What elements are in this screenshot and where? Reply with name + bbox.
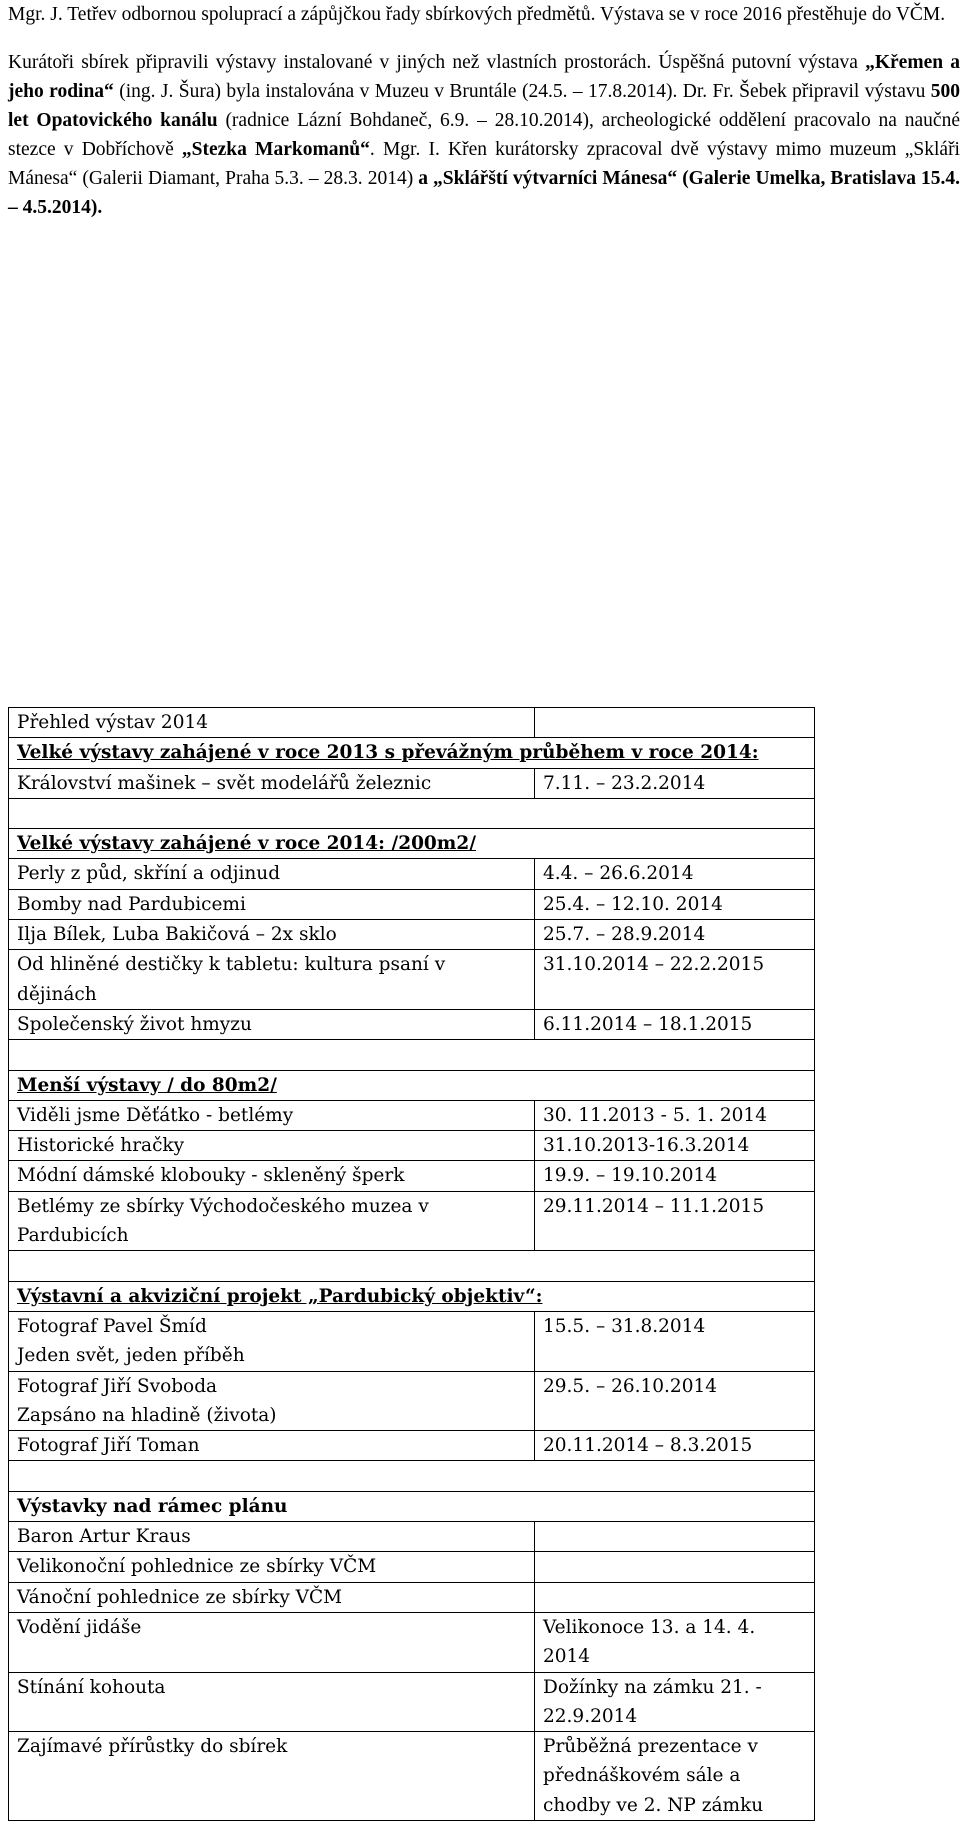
section-heading-text: Velké výstavy zahájené v roce 2014: /200m2/ bbox=[17, 833, 477, 855]
exhibition-sklarsti-vytvarnici: a „Sklářští výtvarníci Mánesa“ (Galerie Umelka, Bratislava 15.4. – 4.5.2014). bbox=[8, 168, 960, 218]
table-row bbox=[9, 1191, 815, 1251]
exhibition-date: 19.9. – 19.10.2014 bbox=[535, 1161, 815, 1191]
table-row bbox=[9, 950, 815, 1010]
p2-text-2: (ing. J. Šura) byla instalována v Muzeu v Bruntále (24.5. – 17.8.2014). Dr. Fr. Šebek připravil výstavu bbox=[113, 81, 931, 102]
section-heading-row bbox=[9, 1070, 815, 1100]
table-row bbox=[9, 889, 815, 919]
exhibition-date: 31.10.2013-16.3.2014 bbox=[535, 1131, 815, 1161]
section-heading-text: Velké výstavy zahájené v roce 2013 s převážným průběhem v roce 2014: bbox=[17, 742, 759, 764]
spacer-cell bbox=[9, 1251, 815, 1281]
table-row bbox=[9, 1552, 815, 1582]
exhibition-name-text: Fotograf Jiří Toman bbox=[17, 1435, 200, 1457]
exhibition-name bbox=[9, 859, 535, 889]
exhibition-date: 4.4. – 26.6.2014 bbox=[535, 859, 815, 889]
exhibition-date: 25.4. – 12.10. 2014 bbox=[535, 889, 815, 919]
exhibition-kremen: „Křemen a jeho rodina“ bbox=[8, 52, 960, 102]
table-row bbox=[9, 859, 815, 889]
spacer-row bbox=[9, 798, 815, 828]
p2-text-3: (radnice Lázní Bohdaneč, 6.9. – 28.10.2014), archeologické oddělení pracovalo na naučné stezce v Dobříchově bbox=[8, 110, 960, 160]
exhibition-date bbox=[535, 1552, 815, 1582]
section-heading-text: Výstavní a akviziční projekt „Pardubický objektiv“: bbox=[17, 1285, 543, 1307]
table-row bbox=[9, 1161, 815, 1191]
table-title: Přehled výstav 2014 bbox=[9, 708, 535, 738]
exhibition-name bbox=[9, 1431, 535, 1461]
exhibition-name-text: Betlémy ze sbírky Východočeského muzea v Pardubicích bbox=[17, 1195, 429, 1247]
section-heading-row bbox=[9, 1281, 815, 1311]
exhibition-date: 31.10.2014 – 22.2.2015 bbox=[535, 950, 815, 1010]
exhibition-name bbox=[9, 950, 535, 1010]
exhibition-date: 7.11. – 23.2.2014 bbox=[535, 768, 815, 798]
exhibition-name-text: Perly z půd, skříní a odjinud bbox=[17, 863, 281, 885]
intro-paragraph-2 bbox=[8, 48, 960, 222]
spacer-row bbox=[9, 1461, 815, 1491]
exhibition-name bbox=[9, 889, 535, 919]
exhibition-date: Velikonoce 13. a 14. 4. 2014 bbox=[535, 1612, 815, 1672]
exhibition-name bbox=[9, 768, 535, 798]
exhibition-name-text: Od hliněné destičky k tabletu: kultura psaní v dějinách bbox=[17, 954, 446, 1005]
exhibition-name bbox=[9, 1552, 535, 1582]
section-heading bbox=[9, 1070, 815, 1100]
exhibition-subtitle: Jeden svět, jeden příběh bbox=[17, 1345, 245, 1367]
exhibition-name bbox=[9, 1131, 535, 1161]
section-heading-text: Menší výstavy / do 80m2/ bbox=[17, 1074, 277, 1096]
section-heading bbox=[9, 1491, 815, 1521]
exhibition-name bbox=[9, 920, 535, 950]
exhibition-name-text: Společenský život hmyzu bbox=[17, 1013, 252, 1035]
exhibition-name bbox=[9, 1672, 535, 1732]
exhibition-name bbox=[9, 1582, 535, 1612]
exhibition-name bbox=[9, 1100, 535, 1130]
exhibition-name-text: Ilja Bílek, Luba Bakičová – 2x sklo bbox=[17, 924, 337, 946]
exhibition-name-text: Baron Artur Kraus bbox=[17, 1526, 191, 1548]
exhibition-name-text: Stínání kohouta bbox=[17, 1676, 166, 1698]
exhibition-date: Dožínky na zámku 21. - 22.9.2014 bbox=[535, 1672, 815, 1732]
intro-paragraph-1: Mgr. J. Tetřev odbornou spoluprací a zápůjčkou řady sbírkových předmětů. Výstava se v roce 2016 přestěhuje do VČM. bbox=[8, 4, 946, 25]
table-row bbox=[9, 1522, 815, 1552]
exhibition-name bbox=[9, 1612, 535, 1672]
exhibition-date: 29.5. – 26.10.2014 bbox=[535, 1371, 815, 1431]
p2-text-4: . Mgr. I. Křen kurátorsky zpracoval dvě výstavy mimo muzeum „Skláři Mánesa“ (Galerii Diamant, Praha 5.3. – 28.3. 2014) bbox=[8, 139, 960, 189]
exhibition-name-text: Viděli jsme Děťátko - betlémy bbox=[17, 1104, 294, 1126]
exhibition-name bbox=[9, 1009, 535, 1039]
spacer-cell bbox=[9, 1461, 815, 1491]
exhibition-name-text: Historické hračky bbox=[17, 1135, 185, 1157]
spacer-cell bbox=[9, 798, 815, 828]
exhibition-name bbox=[9, 1732, 535, 1821]
section-heading-row bbox=[9, 1491, 815, 1521]
exhibition-name-text: Fotograf Pavel Šmíd bbox=[17, 1315, 207, 1337]
exhibition-date: Průběžná prezentace v přednáškovém sále a chodby ve 2. NP zámku bbox=[535, 1732, 815, 1821]
exhibition-subtitle: Zapsáno na hladině (života) bbox=[17, 1404, 277, 1426]
exhibitions-table bbox=[8, 707, 815, 1821]
exhibition-date: 6.11.2014 – 18.1.2015 bbox=[535, 1009, 815, 1039]
table-row bbox=[9, 1131, 815, 1161]
exhibition-name-text: Bomby nad Pardubicemi bbox=[17, 893, 246, 915]
table-row bbox=[9, 1672, 815, 1732]
table-row bbox=[9, 1371, 815, 1431]
exhibition-date: 29.11.2014 – 11.1.2015 bbox=[535, 1191, 815, 1251]
intro-text bbox=[8, 0, 960, 222]
table-row bbox=[9, 1732, 815, 1821]
exhibition-name bbox=[9, 1371, 535, 1431]
table-row bbox=[9, 920, 815, 950]
exhibition-name-text: Fotograf Jiří Svoboda bbox=[17, 1375, 218, 1397]
table-row bbox=[9, 1612, 815, 1672]
exhibition-name bbox=[9, 1311, 535, 1371]
spacer-row bbox=[9, 1040, 815, 1070]
table-row bbox=[9, 768, 815, 798]
table-title-row bbox=[9, 708, 815, 738]
exhibition-stezka-markomanu: „Stezka Markomanů“ bbox=[181, 139, 370, 160]
table-row bbox=[9, 1431, 815, 1461]
exhibition-name-text: Vánoční pohlednice ze sbírky VČM bbox=[17, 1586, 343, 1608]
spacer-cell bbox=[9, 1040, 815, 1070]
p2-text-1: Kurátoři sbírek připravili výstavy instalované v jiných než vlastních prostorách. Úspěšná putovní výstava bbox=[8, 52, 866, 73]
exhibition-opatovicky-kanal: 500 let Opatovického kanálu bbox=[8, 81, 960, 131]
section-heading-text: Výstavky nad rámec plánu bbox=[17, 1495, 288, 1517]
exhibition-date bbox=[535, 1582, 815, 1612]
exhibition-name-text: Velikonoční pohlednice ze sbírky VČM bbox=[17, 1556, 377, 1578]
exhibition-name bbox=[9, 1522, 535, 1552]
exhibition-name-text: Království mašinek – svět modelářů železnic bbox=[17, 772, 432, 794]
exhibition-name-text: Módní dámské klobouky - skleněný šperk bbox=[17, 1165, 405, 1187]
exhibitions-table-container bbox=[8, 707, 814, 1821]
table-row bbox=[9, 1009, 815, 1039]
exhibition-date: 30. 11.2013 - 5. 1. 2014 bbox=[535, 1100, 815, 1130]
exhibition-date: 20.11.2014 – 8.3.2015 bbox=[535, 1431, 815, 1461]
exhibition-name-text: Zajímavé přírůstky do sbírek bbox=[17, 1736, 288, 1758]
exhibition-date: 25.7. – 28.9.2014 bbox=[535, 920, 815, 950]
table-row bbox=[9, 1582, 815, 1612]
table-row bbox=[9, 1311, 815, 1371]
section-heading-row bbox=[9, 829, 815, 859]
section-heading bbox=[9, 1281, 815, 1311]
exhibition-date bbox=[535, 1522, 815, 1552]
section-heading bbox=[9, 829, 815, 859]
spacer-row bbox=[9, 1251, 815, 1281]
exhibition-name-text: Vodění jidáše bbox=[17, 1616, 142, 1638]
section-heading bbox=[9, 738, 815, 768]
section-heading-row bbox=[9, 738, 815, 768]
table-title-empty-cell bbox=[535, 708, 815, 738]
table-row bbox=[9, 1100, 815, 1130]
exhibition-date: 15.5. – 31.8.2014 bbox=[535, 1311, 815, 1371]
exhibition-name bbox=[9, 1161, 535, 1191]
exhibition-name bbox=[9, 1191, 535, 1251]
